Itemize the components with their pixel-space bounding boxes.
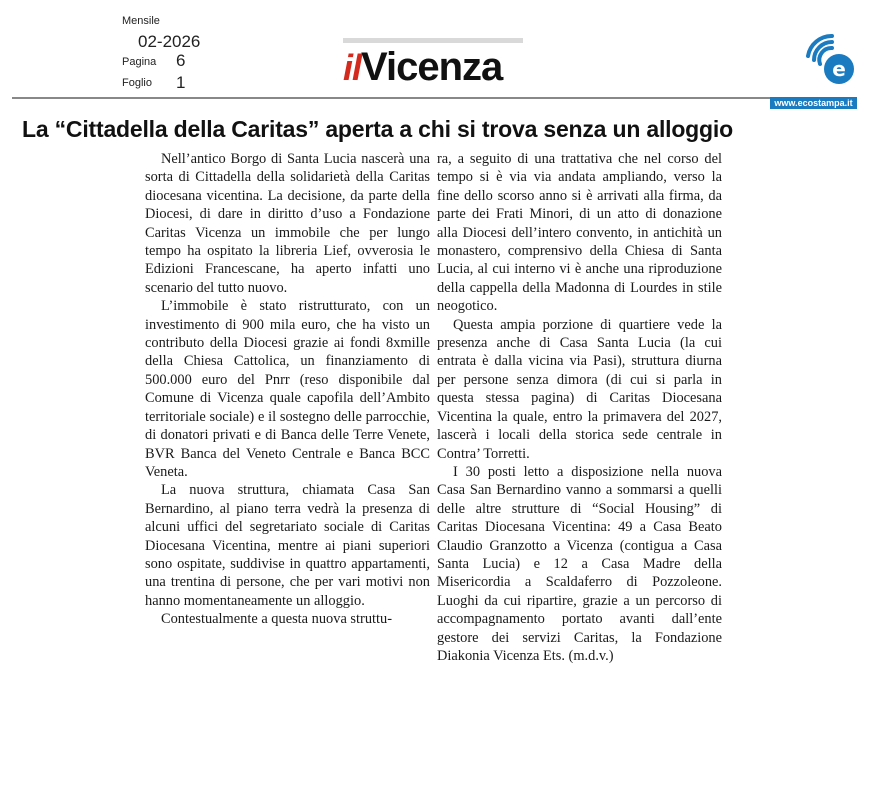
article-paragraph: I 30 posti letto a disposizione nella nuova Casa San Bernardino vanno a sommarsi a quelli delle altre strutture di “Social Housing” di Caritas Diocesana Vicentina: 49 a Casa Beato Claudio Granzotto a Vicenza (contigua a Casa Santa Lucia) e 12 a Casa Madre della Misericordia a Scaldaferro di Pozzoleone. Luoghi da cui ripartire, grazie a un percorso di accompagnamento portato avanti dall’ente gestore dei servizi Caritas, la Fondazione Diakonia Vicenza Ets. (m.d.v.)	[437, 463, 722, 664]
newspaper-masthead	[343, 38, 523, 92]
article-paragraph-continuation: ra, a seguito di una trattativa che nel corso del tempo si è via via andata ampliando, verso la fine dello scorso anno si è arrivati alla firma, da parte dei Frati Minori, di un atto di donazione alla Diocesi dell’intero convento, in antichità un monastero, comprensivo della Chiesa di Santa Lucia, al cui interno vi è anche una riproduzione della cappella della Madonna di Lourdes in stile neogotico.	[437, 151, 722, 315]
article-headline: La “Cittadella della Caritas” aperta a chi si trova senza un alloggio	[22, 116, 733, 142]
sheet-number: 1	[176, 73, 186, 92]
masthead-city: Vicenza	[361, 45, 503, 89]
ecostampa-url[interactable]: www.ecostampa.it	[770, 97, 857, 109]
article-column-right	[437, 150, 722, 665]
newspaper-title	[343, 45, 502, 90]
article-paragraph: Questa ampia porzione di quartiere vede la presenza anche di Casa Santa Lucia (la cui entrata è dalla vicina via Pasi), struttura diurna per persone senza dimora (di cui si parla in questa stessa pagina) di Caritas Diocesana Vicentina la quale, entro la primavera del 2027, lascerà i locali della storica sede centrale in Contra’ Torretti.	[437, 316, 722, 462]
article-paragraph: Contestualmente a questa nuova struttu-	[161, 611, 392, 628]
mensile-label: Mensile	[122, 15, 160, 27]
ecostampa-logo-icon	[806, 34, 858, 86]
pagina-label: Pagina	[122, 56, 157, 68]
issue-date: 02-2026	[138, 32, 201, 51]
page-number: 6	[176, 51, 186, 70]
svg-text:e: e	[832, 57, 846, 81]
foglio-label: Foglio	[122, 77, 152, 89]
article-paragraph: L’immobile è stato ristrutturato, con un investimento di 900 mila euro, che ha visto un contributo della Diocesi grazie ai fondi 8xmille della Chiesa Cattolica, un finanziamento di 500.000 euro del Pnrr (reso disponibile dal Comune di Vicenza quale capofila dell’Ambito territoriale sociale) e il sostegno delle parrocchie, di donatori privati e di Banca delle Terre Venete, BVR Banca del Veneto Centrale e Banca BCC Veneta.	[145, 298, 430, 480]
masthead-prefix: il	[343, 47, 362, 88]
article-paragraph: Nell’antico Borgo di Santa Lucia nascerà una sorta di Cittadella della solidarietà della Caritas diocesana vicentina. La decisione, da parte della Diocesi, di dare in diritto d’uso a Fondazione Caritas Vicenza un immobile che per lungo tempo ha ospitato la libreria Lief, ovverosia le Edizioni Francescane, ha aperto infatti uno scenario del tutto nuovo.	[145, 151, 430, 296]
article-paragraph: La nuova struttura, chiamata Casa San Bernardino, al piano terra vedrà la presenza di alcuni uffici del segretariato sociale di Caritas Diocesana Vicentina, mentre ai piani superiori sono ospitate, suddivise in quattro appartamenti, una trentina di persone, che per vari motivi non hanno momentaneamente un alloggio.	[145, 482, 430, 609]
header-divider	[12, 97, 857, 99]
article-column-left	[145, 150, 430, 629]
